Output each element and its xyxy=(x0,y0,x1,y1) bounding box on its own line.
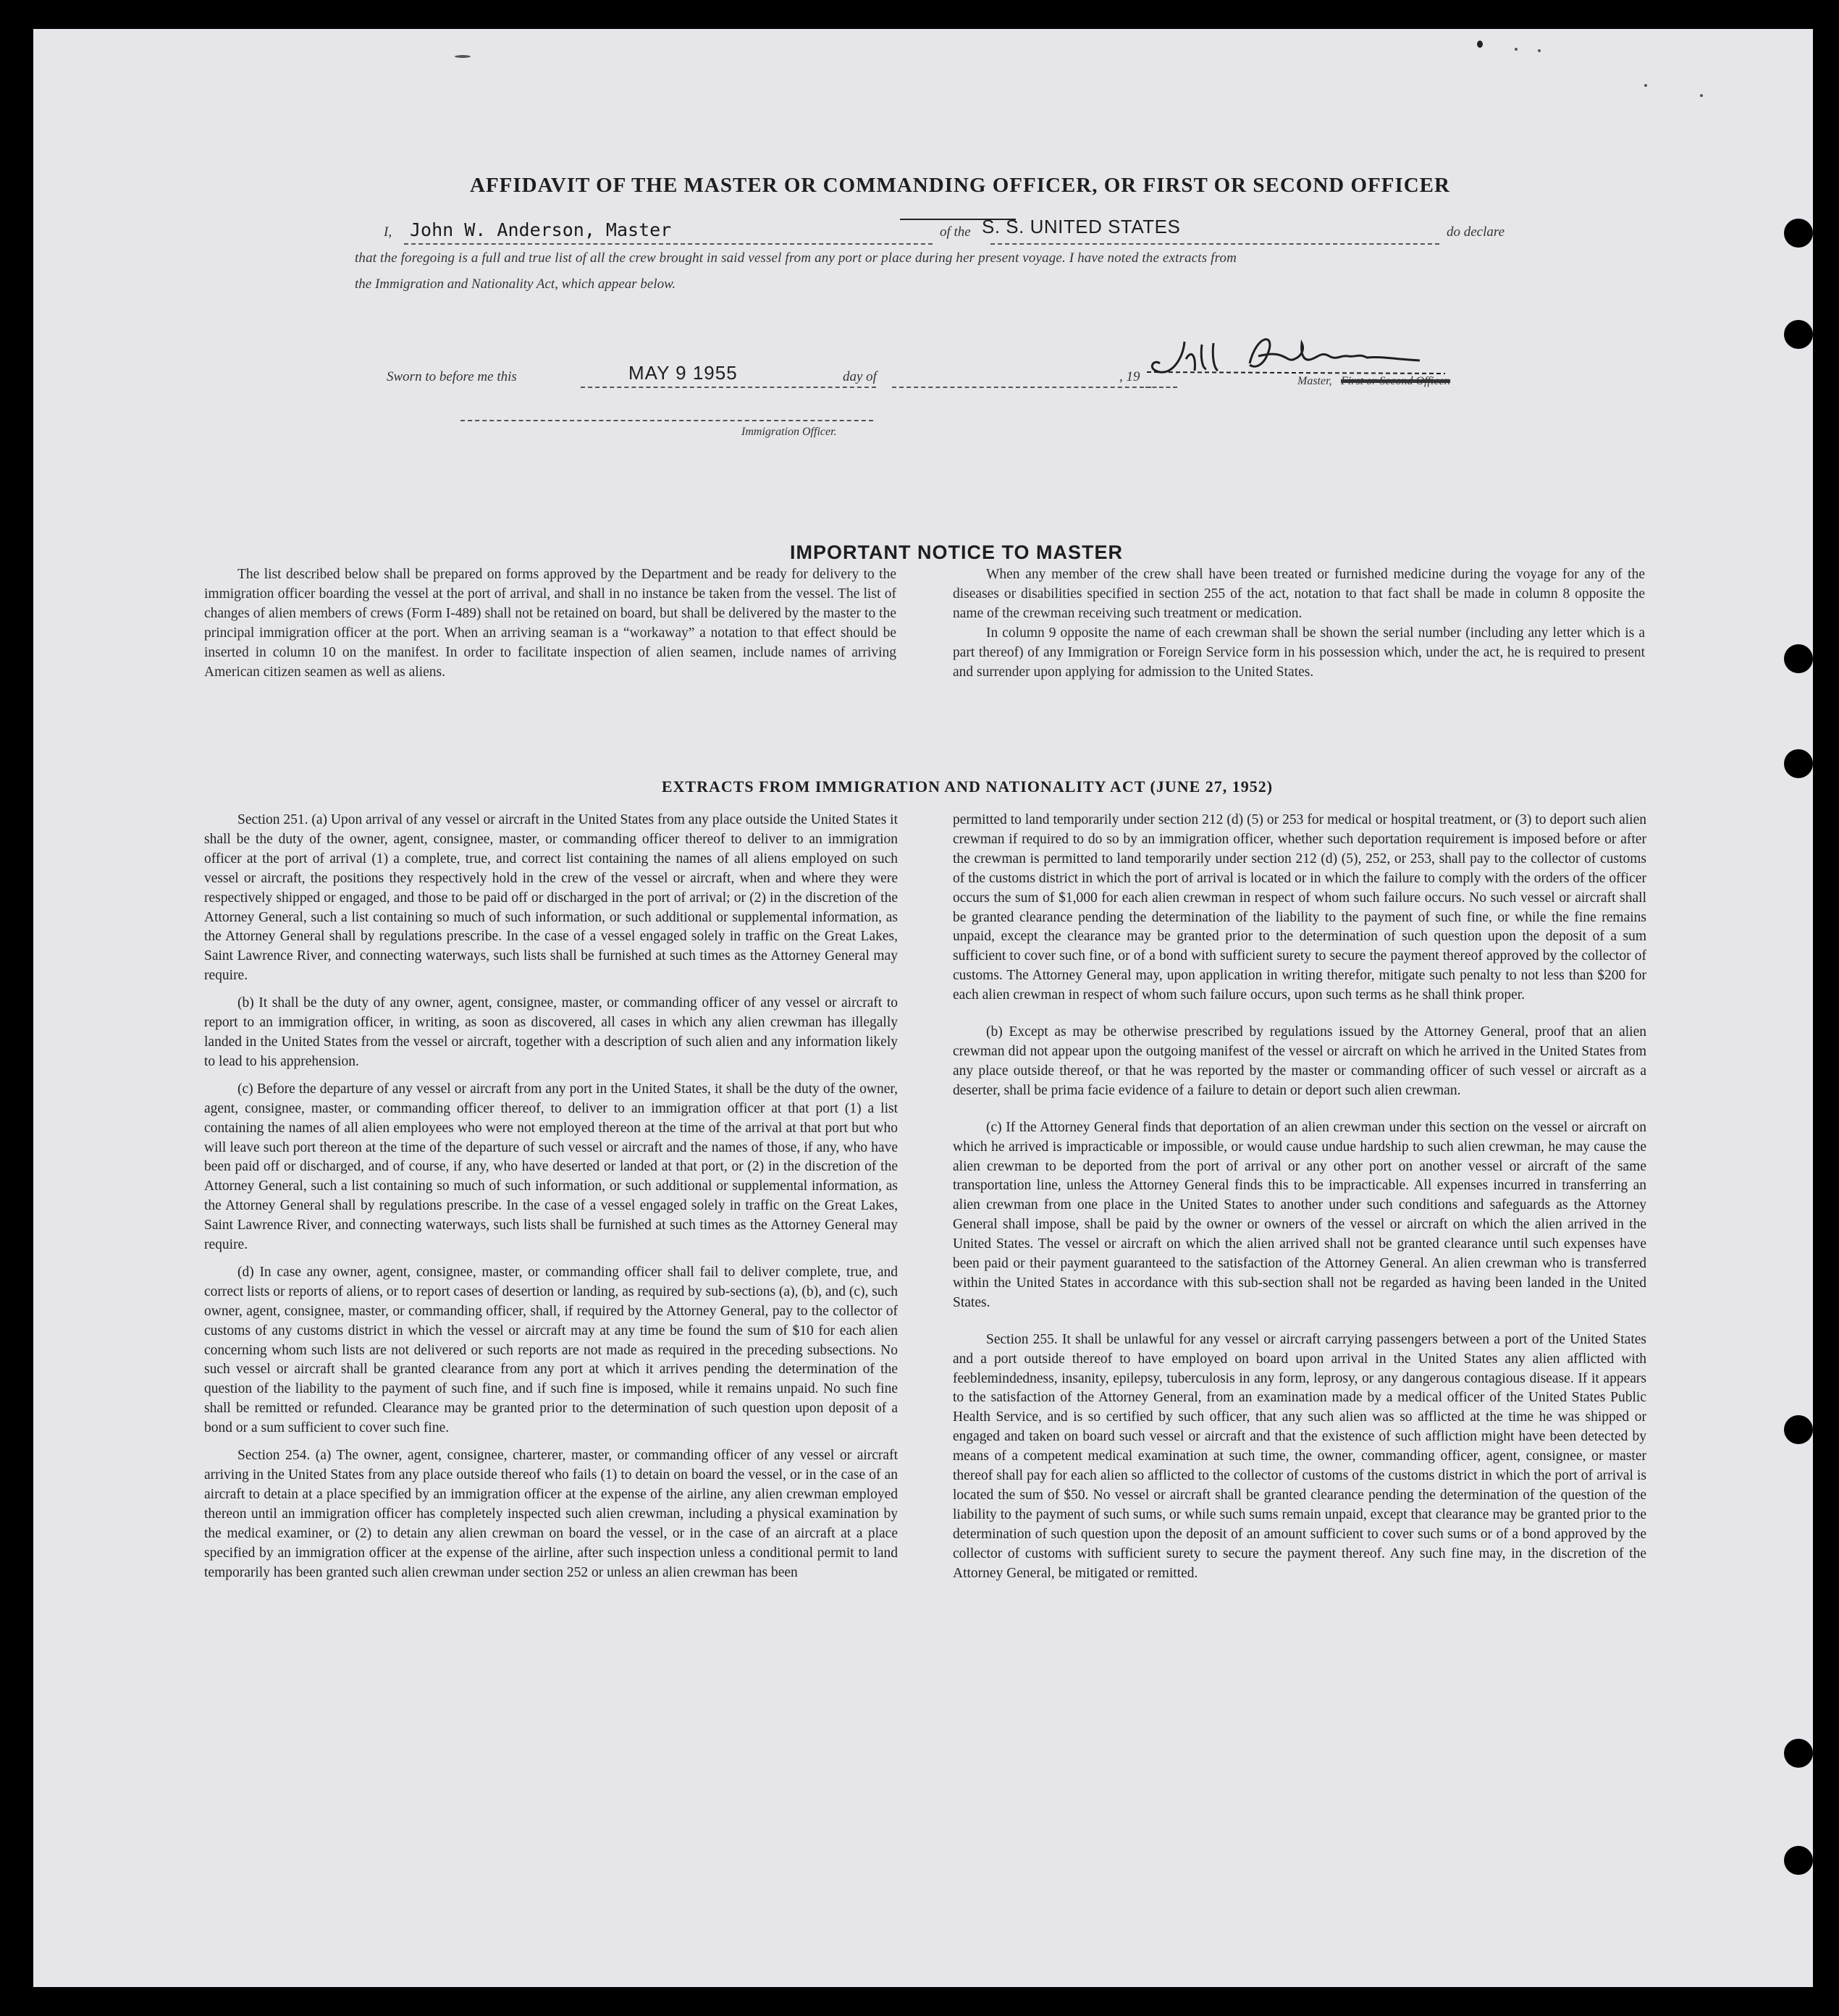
scan-speck xyxy=(1477,41,1483,48)
signature-caption-struck: First or Second Officer. xyxy=(1341,375,1451,387)
sworn-date-line xyxy=(581,387,876,388)
sworn-date: MAY 9 1955 xyxy=(628,362,738,384)
of-the-label: of the xyxy=(940,224,971,240)
punch-hole xyxy=(1784,1739,1813,1768)
extracts-right-column xyxy=(953,811,1646,1592)
immigration-officer-caption: Immigration Officer. xyxy=(741,426,837,438)
year-prefix: , 19 xyxy=(1119,369,1140,384)
section-254-b: (b) Except as may be otherwise prescribed by regulations issued by the Attorney General, proof that an alien crewman did not appear upon the outgoing manifest of the vessel or aircraft on which he arrived in the United States from any place outside thereof, or that he was reported by the master or commanding officer of such vessel or aircraft as a deserter, shall be prima facie evidence of a failure to detain or deport such alien crewman. xyxy=(953,1024,1646,1098)
affidavit-statement-line1: that the foregoing is a full and true list of all the crew brought in said vessel from any port or place during her present voyage. I have noted the extracts from xyxy=(355,250,1237,266)
section-255: Section 255. It shall be unlawful for any vessel or aircraft carrying passengers between a port of the United States and a port outside thereof to have employed on board upon arrival in the United States any alien afflicted with feeblemindedness, insanity, epilepsy, tuberculosis in any form, leprosy, or any dangerous contagious disease. If it appears to the satisfaction of the Attorney General, from an examination made by a medical officer of the United States Public Health Service, and is so certified by such officer, that any such alien was so afflicted at the time he was shipped or engaged and taken on board such vessel or aircraft and that the existence of such affliction might have been detected by means of a competent medical examination at such time, the owner, commanding officer, agent, consignee, or master thereof shall pay for each alien so afflicted to the collector of customs of the customs district in which the port of arrival is located the sum of $50. No vessel or aircraft shall be granted clearance pending the determination of the question of the liability to the payment of such sums, or while such sums remain unpaid, except that clearance may be granted prior to the determination of such question upon the deposit of an amount sufficient to cover such sums or of a bond approved by the collector of customs with sufficient surety to secure the payment thereof. Any such fine may, in the discretion of the Attorney General, be mitigated or remitted. xyxy=(953,1331,1646,1581)
notice-right-paragraph-1: When any member of the crew shall have been treated or furnished medicine during the voyage for any of the diseases or disabilities specified in section 255 of the act, notation to that fact shall be made in column 8 opposite the name of the crewman receiving such treatment or medication. xyxy=(953,567,1645,621)
sworn-label: Sworn to before me this xyxy=(387,369,517,384)
master-name: John W. Anderson, Master xyxy=(410,219,672,240)
day-of-label: day of xyxy=(843,369,877,384)
notice-title: IMPORTANT NOTICE TO MASTER xyxy=(790,541,1123,563)
notice-right-column xyxy=(953,565,1645,682)
document-page xyxy=(33,29,1813,1987)
section-254-a-continued: permitted to land temporarily under section 212 (d) (5) or 253 for medical or hospital treatment, or (3) to deport such alien crewman if required to do so by an immigration officer, whether such deportation requirement is imposed before or after the crewman is permitted to land temporarily under section 212 (d) (5), 252, or 253, shall pay to the collector of customs of the customs district in which the port of arrival is located or in which the failure to comply with the orders of the officer occurs the sum of $1,000 for each alien crewman in respect of whom such failure occurs. No such vessel or aircraft shall be granted clearance pending the determination of the liability to the payment of such fine, or while the fine remains unpaid, except the clearance may be granted prior to the determination of such question upon the deposit of a sum sufficient to cover such fine, or of a bond with sufficient surety to secure the payment thereof approved by the collector of customs. The Attorney General may, upon application in writing therefor, mitigate such penalty to not less than $200 for each alien crewman in respect of whom such failure occurs, upon such terms as he shall think proper. xyxy=(953,812,1646,1003)
punch-hole xyxy=(1784,749,1813,778)
scan-speck xyxy=(455,55,471,58)
scan-speck xyxy=(1700,94,1703,97)
section-251-b: (b) It shall be the duty of any owner, agent, consignee, master, or commanding officer of any vessel or aircraft to report to an immigration officer, in writing, as soon as discovered, all cases in which any alien crewman has illegally landed in the United States from the vessel or aircraft, together with a description of such alien and any information likely to lead to his apprehension. xyxy=(204,995,898,1069)
officer-signature-line xyxy=(460,420,873,421)
extracts-left-column xyxy=(204,811,898,1590)
scan-speck xyxy=(1515,48,1518,51)
extracts-title: EXTRACTS FROM IMMIGRATION AND NATIONALITY ACT (JUNE 27, 1952) xyxy=(661,777,1274,796)
punch-hole xyxy=(1784,219,1813,248)
scan-speck xyxy=(1644,84,1647,87)
master-signature xyxy=(1141,327,1460,407)
scan-speck xyxy=(1538,49,1541,52)
section-254-a: Section 254. (a) The owner, agent, consignee, charterer, master, or commanding officer of any vessel or aircraft arriving in the United States from any place outside thereof who fails (1) to detain on board the vessel, or in the case of an aircraft to detain at a place specified by an immigration officer at the expense of the airline, any alien crewman employed thereon until an immigration officer has completely inspected such alien crewman, including a physical examination by the medical examiner, or (2) to detain any alien crewman on board the vessel, or in the case of an aircraft at a place specified by an immigration officer at the expense of the airline, after such inspection unless a conditional permit to land temporarily has been granted such alien crewman under section 252 or unless an alien crewman has been xyxy=(204,1448,898,1580)
punch-hole xyxy=(1784,1415,1813,1444)
vessel-line xyxy=(990,243,1439,245)
affidavit-statement-line2: the Immigration and Nationality Act, which appear below. xyxy=(355,277,676,292)
month-line xyxy=(892,387,1151,388)
section-251-c: (c) Before the departure of any vessel or aircraft from any port in the United States, it shall be the duty of the owner, agent, consignee, master, or commanding officer thereof, to deliver to an immigration officer at that port (1) a list containing the names of all alien employees who were not employed thereon at the time of the arrival at that port but who will leave such port thereon at the time of the departure of such vessel or aircraft and the names of those, if any, who have been paid off or discharged, and of course, if any, who have deserted or landed at that port, or (2) in the discretion of the Attorney General, such a list containing so much of such information, or such additional or supplemental information, as the Attorney General shall by regulations prescribe. In the case of a vessel engaged solely in traffic on the Great Lakes, Saint Lawrence River, and connecting waterways, such lists shall be furnished at such times as the Attorney General may require. xyxy=(204,1081,898,1253)
notice-left-paragraph: The list described below shall be prepared on forms approved by the Department and be ready for delivery to the immigration officer boarding the vessel at the port of arrival, and shall in no instance be taken from the vessel. The list of changes of alien members of crews (Form I-489) shall not be retained on board, but shall be delivered by the master to the principal immigration officer at the port. When an arriving seaman is a “workaway” a notation to that effect should be inserted in column 10 on the manifest. In order to facilitate inspection of alien seamen, include names of arriving American citizen seamen as well as aliens. xyxy=(204,567,896,680)
year-line xyxy=(1145,387,1177,388)
signature-caption-master: Master, xyxy=(1297,375,1332,387)
master-name-line xyxy=(404,243,933,245)
affidavit-title: AFFIDAVIT OF THE MASTER OR COMMANDING OFFICER, OR FIRST OR SECOND OFFICER xyxy=(470,174,1450,197)
vessel-name: S. S. UNITED STATES xyxy=(982,216,1181,237)
punch-hole xyxy=(1784,644,1813,673)
notice-left-column xyxy=(204,565,896,682)
section-251-d: (d) In case any owner, agent, consignee, master, or commanding officer shall fail to deliver complete, true, and correct lists or reports of aliens, or to report cases of desertion or landing, as required by sub-sections (a), (b), and (c), such owner, agent, consignee, master, or commanding officer, shall, if required by the Attorney General, pay to the collector of customs of any customs district in which the vessel or aircraft may at any time be found the sum of $10 for each alien concerning whom such lists are not delivered or such reports are not made as required in the preceding subsections. No such vessel or aircraft shall be granted clearance from any port at which it arrives pending the determination of the question of the liability to the payment of such fine, and if such fine is imposed, while it remains unpaid. No such fine shall be remitted or refunded. Clearance may be granted prior to the determination of such question upon deposit of a bond or a sum sufficient to cover such fine. xyxy=(204,1264,898,1436)
do-declare-label: do declare xyxy=(1447,224,1505,240)
punch-hole xyxy=(1784,320,1813,349)
prefix-i: I, xyxy=(384,224,392,240)
section-254-c: (c) If the Attorney General finds that deportation of an alien crewman under this section on the vessel or aircraft on which he arrived is impracticable or impossible, or would cause undue hardship to such alien crewman, he may cause the alien crewman to be deported from the port of arrival or any other port on another vessel or aircraft of the same transportation line, unless the Attorney General finds this to be impracticable. All expenses incurred in transferring an alien crewman from one place in the United States to another under such conditions and safeguards as the Attorney General shall impose, shall be paid by the owner or owners of the vessel or aircraft on which the alien arrived in the United States. The vessel or aircraft on which the alien arrived shall not be granted clearance until such expenses have been paid or their payment guaranteed to the satisfaction of the Attorney General. An alien crewman who is transferred within the United States in accordance with this sub-section shall not be regarded as having been landed in the United States. xyxy=(953,1119,1646,1310)
punch-hole xyxy=(1784,1846,1813,1875)
notice-right-paragraph-2: In column 9 opposite the name of each crewman shall be shown the serial number (including any letter which is a part thereof) of any Immigration or Foreign Service form in his possession which, under the act, he is required to present and surrender upon applying for admission to the United States. xyxy=(953,625,1645,680)
section-251-a: Section 251. (a) Upon arrival of any vessel or aircraft in the United States from any place outside the United States it shall be the duty of the owner, agent, consignee, master, or commanding officer thereof to deliver to an immigration officer at the port of arrival (1) a complete, true, and correct list containing the names of all aliens employed on such vessel or aircraft, the positions they respectively hold in the crew of the vessel or aircraft, when and where they were respectively shipped or engaged, and those to be paid off or discharged in the port of arrival; or (2) in the discretion of the Attorney General, such a list containing so much of such information, or such additional or supplemental information, as the Attorney General shall by regulations prescribe. In the case of a vessel engaged solely in traffic on the Great Lakes, Saint Lawrence River, and connecting waterways, such lists shall be furnished at such times as the Attorney General may require. xyxy=(204,812,898,984)
